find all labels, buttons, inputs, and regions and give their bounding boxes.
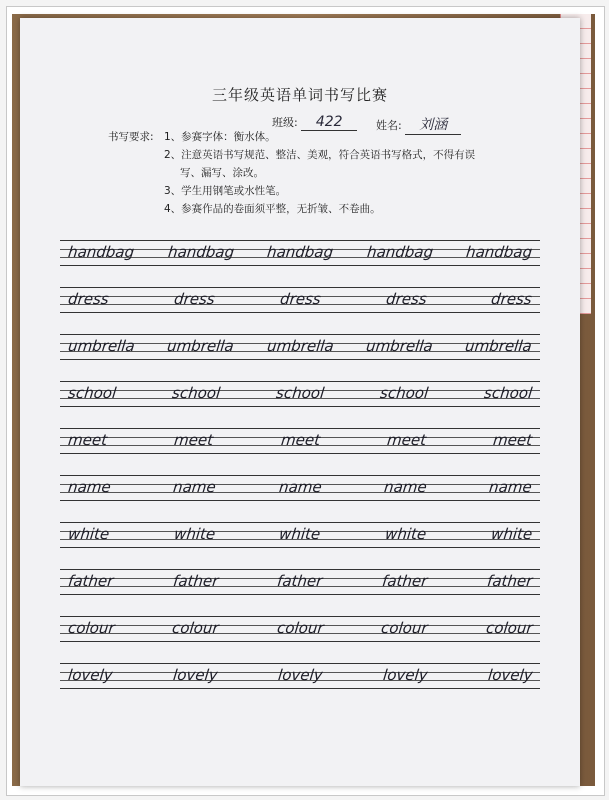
handwritten-word: meet bbox=[173, 431, 215, 449]
handwritten-word: father bbox=[276, 572, 324, 590]
writing-row bbox=[60, 381, 540, 407]
handwritten-word: school bbox=[483, 384, 534, 402]
handwritten-word: white bbox=[384, 525, 428, 543]
handwritten-word: dress bbox=[173, 290, 216, 308]
handwritten-word: father bbox=[485, 572, 534, 590]
handwritten-word: meet bbox=[386, 431, 427, 449]
handwritten-word: school bbox=[67, 384, 118, 402]
handwritten-word: name bbox=[277, 478, 323, 496]
requirements-label: 书写要求: bbox=[108, 131, 154, 143]
name-label: 姓名: bbox=[376, 119, 402, 132]
handwritten-word: colour bbox=[276, 619, 325, 637]
handwritten-word: white bbox=[172, 525, 216, 543]
handwritten-word: school bbox=[171, 384, 222, 402]
writing-row bbox=[60, 522, 540, 548]
handwritten-word: umbrella bbox=[464, 337, 534, 355]
handwritten-word: dress bbox=[490, 290, 534, 308]
handwritten-word: lovely bbox=[486, 666, 534, 684]
handwritten-word: lovely bbox=[172, 666, 219, 684]
requirements-block bbox=[108, 128, 528, 218]
handwritten-word: dress bbox=[67, 290, 110, 308]
worksheet-paper bbox=[20, 18, 580, 786]
handwritten-word: dress bbox=[384, 290, 428, 308]
handwritten-word: father bbox=[381, 572, 429, 590]
handwritten-word: school bbox=[379, 384, 430, 402]
handwritten-word: name bbox=[172, 478, 218, 496]
writing-row bbox=[60, 334, 540, 360]
handwritten-word: white bbox=[67, 525, 111, 543]
writing-row bbox=[60, 428, 540, 454]
handwritten-word: name bbox=[67, 478, 112, 496]
handwritten-word: handbag bbox=[67, 243, 136, 261]
handwritten-word: father bbox=[67, 572, 115, 590]
handwritten-word: colour bbox=[484, 619, 534, 637]
handwritten-word: name bbox=[488, 478, 534, 496]
requirement-item: 2、注意英语书写规范、整洁、美观，符合英语书写格式，不得有误 bbox=[164, 149, 476, 161]
handwritten-word: meet bbox=[279, 431, 321, 449]
handwritten-word: umbrella bbox=[166, 337, 236, 355]
handwritten-word: handbag bbox=[465, 243, 534, 261]
handwritten-word: handbag bbox=[266, 243, 335, 261]
requirement-item: 1、参赛字体：衡水体。 bbox=[164, 131, 276, 143]
handwritten-word: colour bbox=[380, 619, 429, 637]
writing-row bbox=[60, 663, 540, 689]
handwritten-word: father bbox=[171, 572, 220, 590]
writing-row bbox=[60, 569, 540, 595]
class-label: 班级: bbox=[272, 116, 298, 129]
handwritten-word: umbrella bbox=[365, 337, 434, 355]
writing-rows bbox=[60, 240, 540, 710]
handwritten-word: meet bbox=[67, 431, 109, 449]
requirement-item: 3、学生用钢笔或水性笔。 bbox=[164, 185, 287, 197]
handwritten-word: white bbox=[490, 525, 534, 543]
handwritten-word: handbag bbox=[166, 243, 235, 261]
worksheet-title: 三年级英语单词书写比赛 bbox=[211, 86, 388, 104]
handwritten-word: lovely bbox=[381, 666, 429, 684]
writing-row bbox=[60, 616, 540, 642]
writing-row bbox=[60, 287, 540, 313]
handwritten-word: dress bbox=[278, 290, 322, 308]
handwritten-word: white bbox=[278, 525, 322, 543]
writing-row bbox=[60, 240, 540, 266]
handwritten-word: lovely bbox=[277, 666, 324, 684]
handwritten-word: school bbox=[275, 384, 326, 402]
requirement-item: 4、参赛作品的卷面须平整，无折皱、不卷曲。 bbox=[164, 203, 381, 215]
handwritten-word: handbag bbox=[365, 243, 434, 261]
class-value: 422 bbox=[301, 114, 357, 131]
handwritten-word: umbrella bbox=[265, 337, 335, 355]
handwritten-word: colour bbox=[67, 619, 116, 637]
handwritten-word: meet bbox=[492, 431, 534, 449]
writing-row bbox=[60, 475, 540, 501]
name-value: 刘涵 bbox=[405, 114, 461, 135]
requirement-item-continued: 写、漏写、涂改。 bbox=[180, 167, 264, 179]
handwritten-word: colour bbox=[171, 619, 220, 637]
handwritten-word: lovely bbox=[67, 666, 114, 684]
handwritten-word: name bbox=[383, 478, 428, 496]
handwritten-word: umbrella bbox=[67, 337, 136, 355]
